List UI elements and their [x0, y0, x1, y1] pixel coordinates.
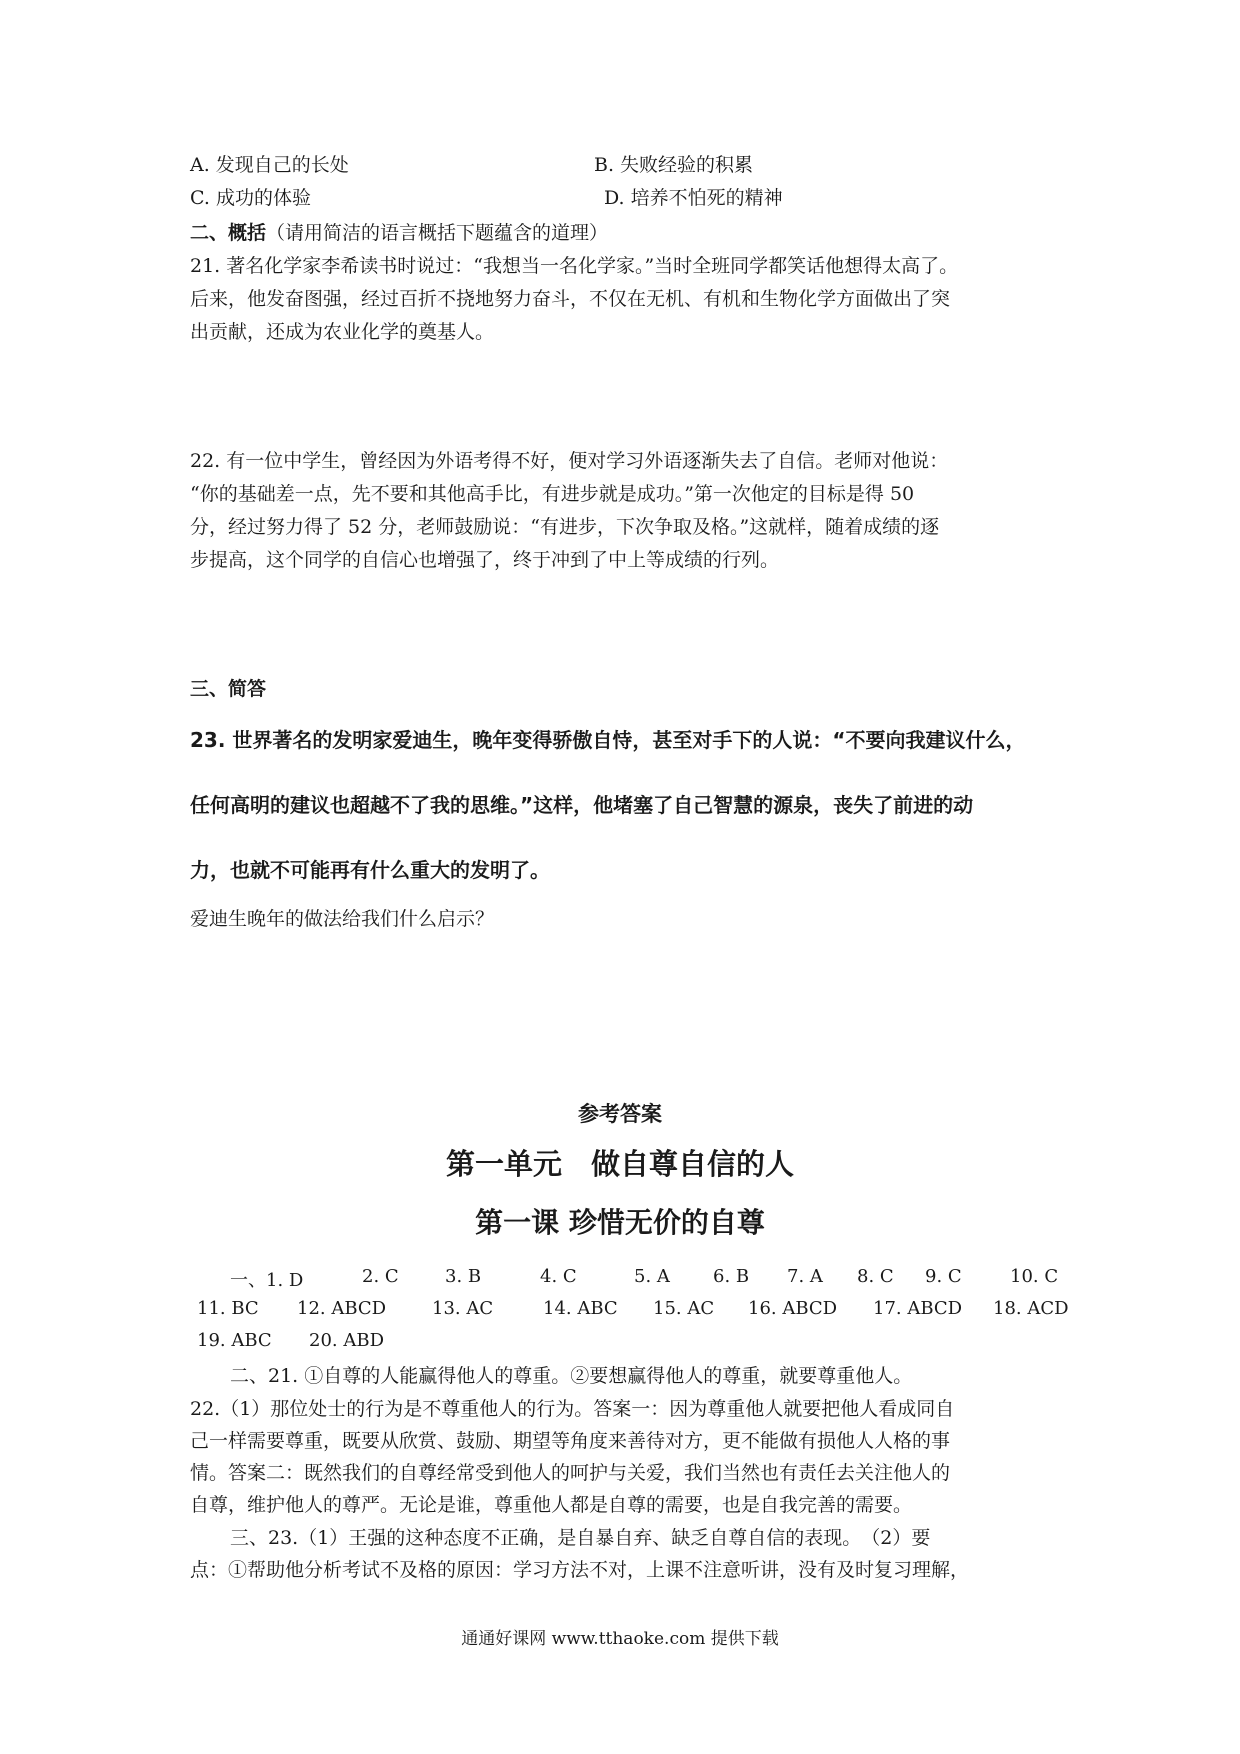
answer-23-line-1: 三、23.（1）王强的这种态度不正确，是自暴自弃、缺乏自尊自信的表现。 （2）要 [230, 1527, 931, 1549]
q22-line-4: 步提高，这个同学的自信心也增强了，终于冲到了中上等成绩的行列。 [190, 549, 780, 571]
q21-line-1: 21. 著名化学家李希读书时说过：“我想当一名化学家。”当时全班同学都笑话他想得太高了。 [190, 255, 959, 277]
q21-line-2: 后来，他发奋图强，经过百折不挠地努力奋斗，不仅在无机、有机和生物化学方面做出了突 [190, 288, 951, 310]
answer-item: 16. ABCD [748, 1298, 838, 1319]
reference-title: 参考答案 [578, 1102, 662, 1126]
q23-question: 爱迪生晚年的做法给我们什么启示？ [190, 908, 495, 930]
answer-item: 12. ABCD [297, 1298, 387, 1319]
answer-item: 19. ABC [197, 1330, 272, 1351]
lesson-title: 第一课 珍惜无价的自尊 [475, 1206, 765, 1239]
answer-item: 18. ACD [993, 1298, 1069, 1319]
option-d: D. 培养不怕死的精神 [604, 187, 783, 209]
answer-item: 9. C [925, 1266, 962, 1287]
answer-item: 一、1. D [230, 1270, 304, 1291]
answer-item: 7. A [787, 1266, 823, 1287]
q21-line-3: 出贡献，还成为农业化学的奠基人。 [190, 321, 495, 343]
answer-22-line-1: 22.（1）那位处士的行为是不尊重他人的行为。答案一：因为尊重他人就要把他人看成同自 [190, 1398, 955, 1420]
answer-item: 4. C [540, 1266, 577, 1287]
q22-line-3: 分，经过努力得了 52 分，老师鼓励说：“有进步，下次争取及格。”这就样，随着成绩的逐 [190, 516, 940, 538]
answer-item: 13. AC [432, 1298, 494, 1319]
option-b: B. 失败经验的积累 [594, 154, 754, 176]
answer-22-line-3: 情。答案二：既然我们的自尊经常受到他人的呵护与关爱，我们当然也有责任去关注他人的 [190, 1462, 951, 1484]
unit-title: 第一单元 做自尊自信的人 [445, 1147, 794, 1181]
q22-line-1: 22. 有一位中学生，曾经因为外语考得不好，便对学习外语逐渐失去了自信。老师对他说： [190, 450, 949, 472]
answer-item: 10. C [1010, 1266, 1059, 1287]
answer-item: 5. A [634, 1266, 670, 1287]
q23-line-2: 任何高明的建议也超越不了我的思维。”这样，他堵塞了自己智慧的源泉，丧失了前进的动 [190, 793, 974, 817]
answer-item: 20. ABD [309, 1330, 385, 1351]
answer-item: 6. B [713, 1266, 750, 1287]
answer-23-line-2: 点：①帮助他分析考试不及格的原因：学习方法不对，上课不注意听讲，没有及时复习理解， [190, 1559, 970, 1581]
answer-22-line-4: 自尊，维护他人的尊严。无论是谁，尊重他人都是自尊的需要，也是自我完善的需要。 [190, 1494, 913, 1516]
answer-22-line-2: 己一样需要尊重，既要从欣赏、鼓励、期望等角度来善待对方，更不能做有损他人人格的事 [190, 1430, 951, 1452]
q23-line-1: 23. 世界著名的发明家爱迪生，晚年变得骄傲自恃，甚至对手下的人说：“不要向我建议什么， [190, 728, 1026, 752]
section-3-heading: 三、简答 [190, 678, 267, 700]
answer-item: 14. ABC [543, 1298, 618, 1319]
option-c: C. 成功的体验 [190, 187, 311, 209]
option-a: A. 发现自己的长处 [190, 154, 349, 176]
section-2-heading [190, 219, 608, 247]
answer-item: 3. B [445, 1266, 482, 1287]
section-2-title: 二、概括 [190, 222, 267, 244]
q23-line-3: 力，也就不可能再有什么重大的发明了。 [190, 858, 550, 882]
answer-21: 二、21. ①自尊的人能赢得他人的尊重。②要想赢得他人的尊重，就要尊重他人。 [230, 1365, 913, 1387]
answer-item: 17. ABCD [873, 1298, 963, 1319]
footer-download-note: 通通好课网 www.tthaoke.com 提供下载 [461, 1629, 779, 1649]
section-2-note: （请用简洁的语言概括下题蕴含的道理） [266, 222, 609, 244]
answer-item: 15. AC [653, 1298, 715, 1319]
q22-line-2: “你的基础差一点，先不要和其他高手比，有进步就是成功。”第一次他定的目标是得 50 [190, 483, 915, 505]
answer-item: 8. C [857, 1266, 894, 1287]
answer-item: 2. C [362, 1266, 399, 1287]
answer-item: 11. BC [197, 1298, 259, 1319]
